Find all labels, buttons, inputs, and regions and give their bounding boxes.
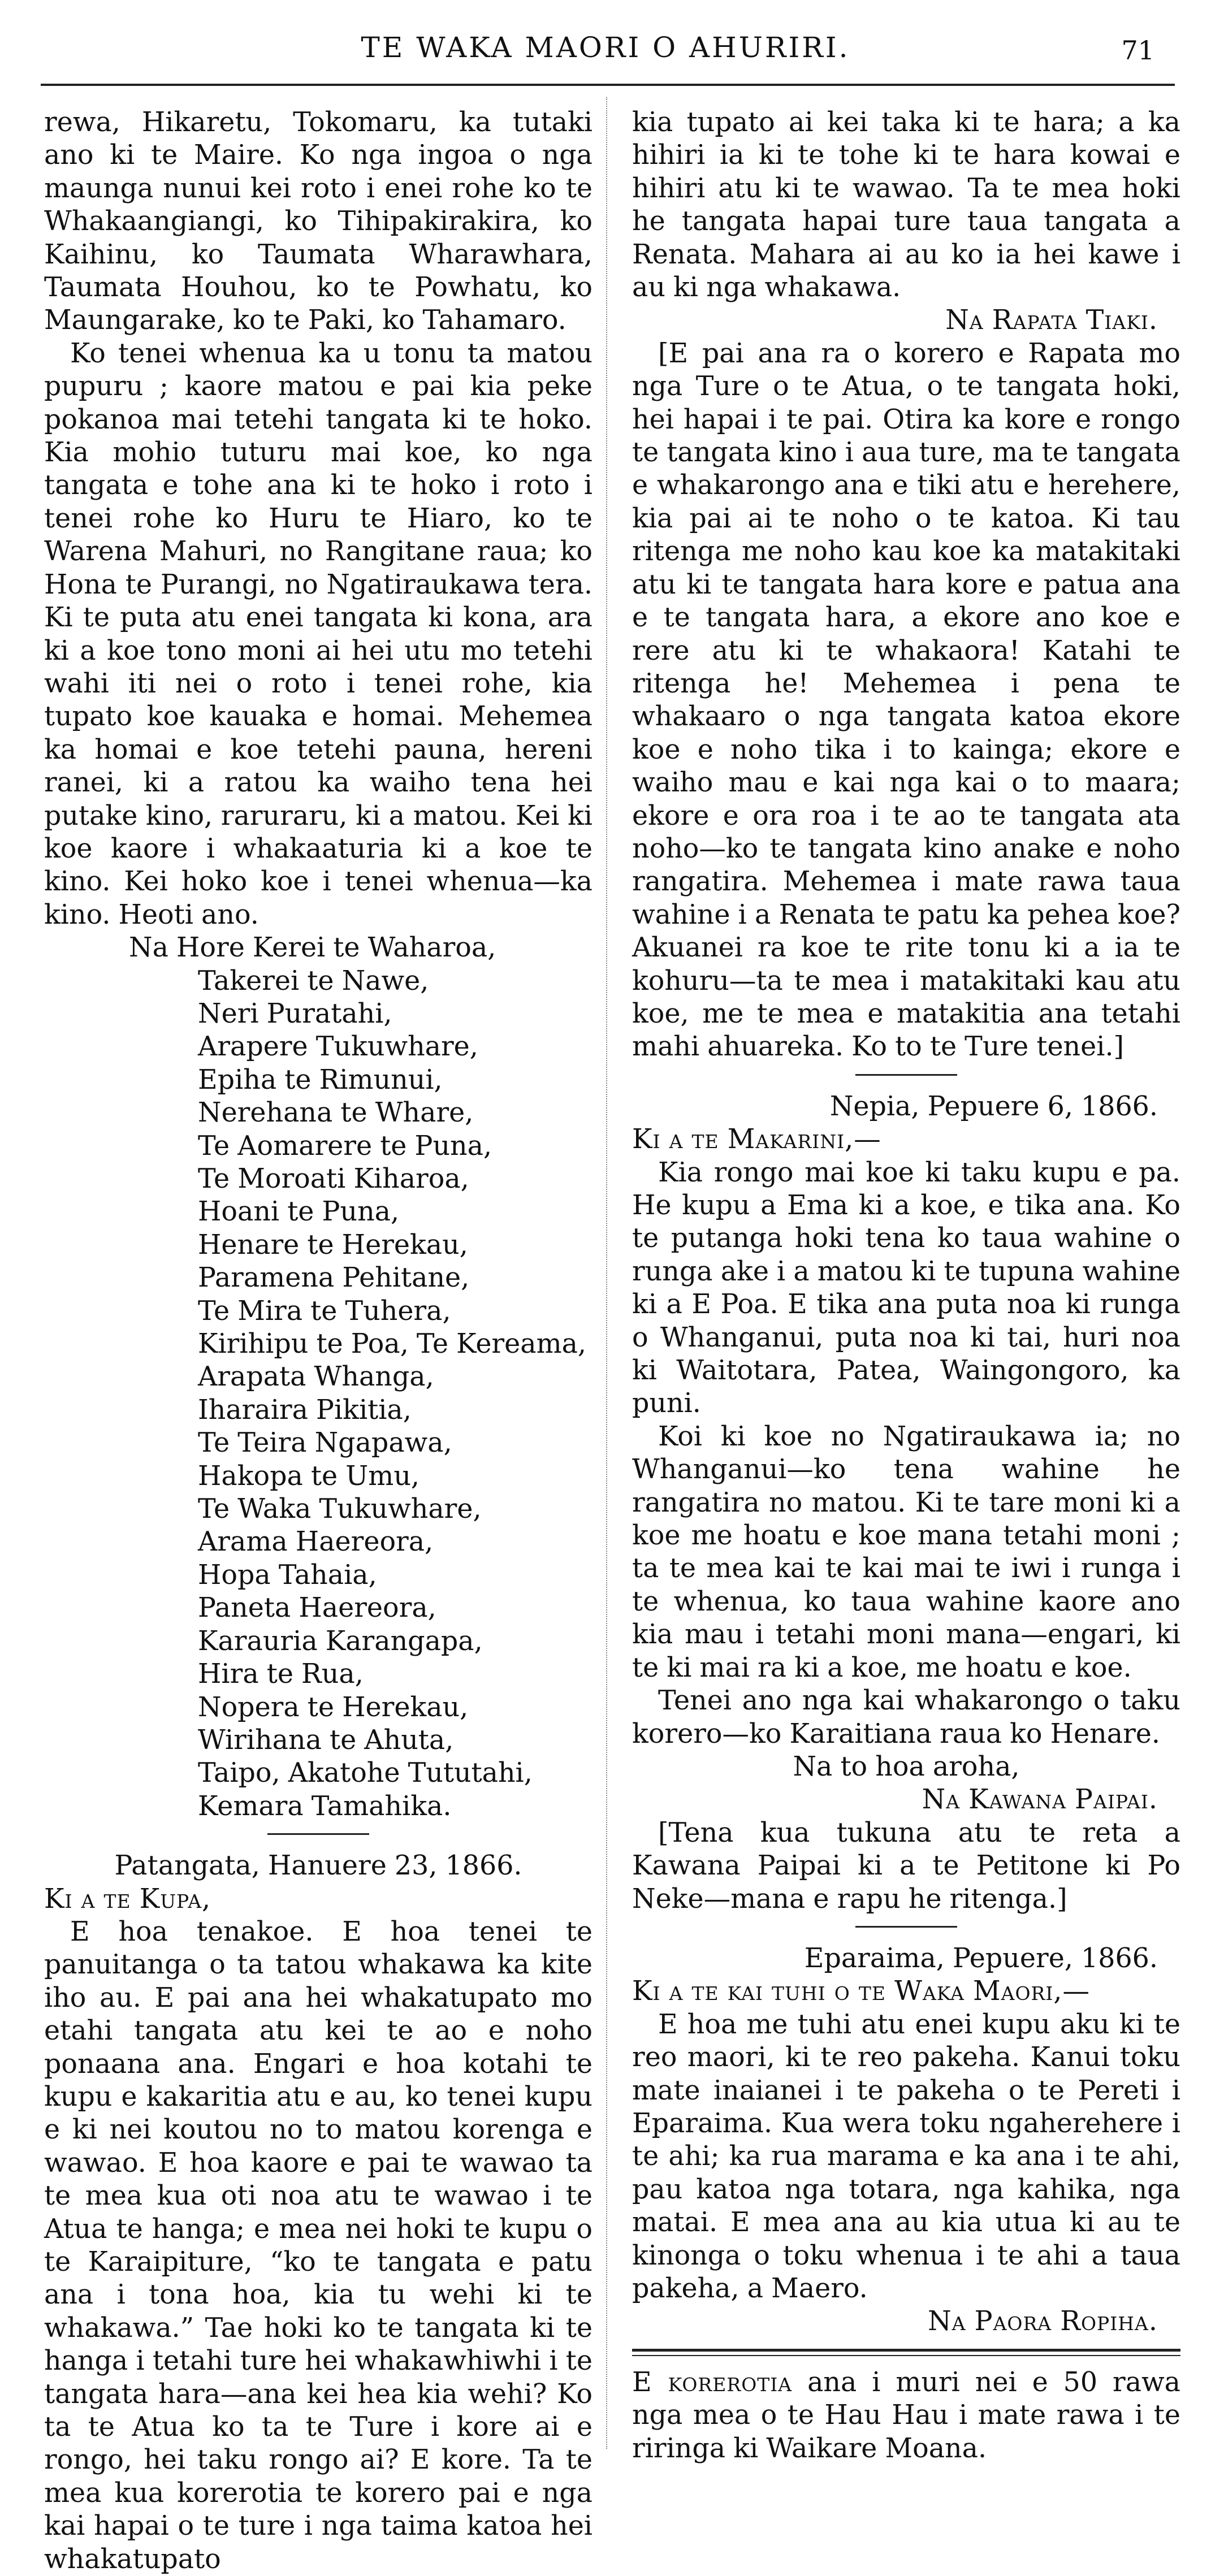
letter-signature: Na Kawana Paipai. bbox=[922, 1784, 1158, 1816]
signatory: Nopera te Herekau, bbox=[198, 1691, 469, 1723]
editor-note: [E pai ana ra o korero e Rapata mo nga Ture o te Atua, o te tangata hoki, hei hapai i te pai. Otira ka kore e rongo te tangata kino i aua ture, ma te tangata e whakarongo ana e tiki atu e herehere, kia pai ai te noho o te katoa. Ki tau ritenga me noho kau koe ka matakitaki atu ki te tangata hara kore e patua ana e te tangata hara, a ekore ano koe e rere atu ki te whakaora! Katahi te ritenga he! Mehemea i pena te whakaaro o nga tangata katoa ekore koe e noho tika i to kainga; ekore e waiho mau e kai nga kai o to maara; ekore e ora roa i te ao te tangata ata noho—ko te tangata kino anake e noho rangatira. Mehemea i mate rawa taua wahine i a Renata te patu ka pehea koe? Akuanei ra koe te rite tonu ki a ia te kohuru—ta te mea i matakitaki kau atu koe, me te mea e matakitia ana tetahi mahi ahuareka. Ko to te Ture tenei.] bbox=[632, 337, 1180, 1063]
signatory: Nerehana te Whare, bbox=[198, 1097, 474, 1129]
signatory: Neri Puratahi, bbox=[198, 998, 392, 1029]
signatory: Hopa Tahaia, bbox=[198, 1559, 377, 1591]
letter-body: Tenei ano nga kai whakarongo o taku korero—ko Karaitiana raua ko Henare. bbox=[632, 1685, 1180, 1750]
land-warning-paragraph: Ko tenei whenua ka u tonu ta matou pupuru ; kaore matou e pai kia peke pokanoa mai tetehi tangata ki te hoko. Kia mohio tuturu mai koe, ko nga tangata e tohe ana ki te hoko i roto i tenei rohe ko Huru te Hiaro, ko te Warena Mahuri, no Rangitane raua; ko Hona te Purangi, no Ngatiraukawa tera. Ki te puta atu enei tangata ki kona, ara ki a koe tono moni ai hei utu mo tetehi wahi iti nei o roto i tenei rohe, kia tupato koe kauaka e homai. Mehemea ka homai e koe tetehi pauna, hereni ranei, ki a ratou ka waiho tena hei putake kino, raruraru, ki a matou. Kei ki koe kaore i whakaaturia ki a koe te kino. Kei hoko koe i tenei whenua—ka kino. Heoti ano. bbox=[44, 337, 592, 930]
letter-salutation: Ki a te kai tuhi o te Waka Maori,— bbox=[632, 1976, 1091, 2007]
signatory: Wirihana te Ahuta, bbox=[198, 1724, 454, 1756]
letter-salutation: Ki a te Kupa, bbox=[44, 1883, 211, 1915]
signatory: Kemara Tamahika. bbox=[198, 1790, 452, 1822]
signatory-lead: Na Hore Kerei te Waharoa, bbox=[129, 932, 496, 964]
signatory: Taipo, Akatohe Tututahi, bbox=[198, 1757, 533, 1789]
signatory: Kirihipu te Poa, Te Kereama, bbox=[198, 1328, 587, 1360]
page-number: 71 bbox=[1121, 35, 1154, 66]
letter-salutation: Ki a te Makarini,— bbox=[632, 1124, 881, 1155]
signatory: Arama Haereora, bbox=[198, 1526, 434, 1558]
signatory: Hira te Rua, bbox=[198, 1659, 364, 1690]
letter-signature: Na Paora Ropiha. bbox=[928, 2306, 1158, 2337]
editor-note: [Tena kua tukuna atu te reta a Kawana Paipai ki a te Petitone ki Po Neke—mana e rapu he ritenga.] bbox=[632, 1817, 1180, 1915]
signatory: Karauria Karangapa, bbox=[198, 1625, 483, 1657]
signatory: Arapere Tukuwhare, bbox=[198, 1031, 478, 1063]
news-notice bbox=[632, 2366, 1180, 2465]
signatory-list bbox=[44, 932, 592, 1823]
letter-dateline: Eparaima, Pepuere, 1866. bbox=[804, 1942, 1158, 1974]
signatory: Te Waka Tukuwhare, bbox=[198, 1493, 482, 1525]
signatory: Hoani te Puna, bbox=[198, 1196, 400, 1228]
section-divider bbox=[267, 1833, 369, 1835]
letter-dateline: Nepia, Pepuere 6, 1866. bbox=[829, 1090, 1158, 1122]
signatory: Epiha te Rimunui, bbox=[198, 1064, 443, 1096]
signatory: Hakopa te Umu, bbox=[198, 1460, 420, 1492]
signatory: Te Teira Ngapawa, bbox=[198, 1427, 452, 1459]
letter-dateline: Patangata, Hanuere 23, 1866. bbox=[114, 1850, 522, 1882]
notice-rule-thin bbox=[632, 2355, 1180, 2356]
right-column bbox=[632, 106, 1180, 2465]
signatory: Paramena Pehitane, bbox=[198, 1262, 470, 1294]
notice-rule-thick bbox=[632, 2349, 1180, 2352]
column-divider bbox=[606, 97, 607, 2449]
signatory: Takerei te Nawe, bbox=[198, 965, 429, 997]
letter-body: E hoa tenakoe. E hoa tenei te panuitanga o ta tatou whakawa ka kite iho au. E pai ana hei whakatupato mo etahi tangata atu kei te ao e noho ponaana ana. Engari e hoa kotahi te kupu e kakaritia atu e au, ko tenei kupu e ki nei koutou no to matou korenga e wawao. E hoa kaore e pai te wawao ta te mea kua oti noa atu te wawao i te Atua te hanga; e mea nei hoki te kupu o te Karaipiture, “ko te tangata e patu ana i tona hoa, kia tu wehi ki te whakawa.” Tae hoki ko te tangata ki te hanga i tetahi ture hei whakawhiwhi i te tangata hara—ana kei hea kia wehi? Ko ta te Atua ko ta te Ture i kore ai e rongo, hei taku rongo ai? E kore. Ta te mea kua korerotia te korero pai e nga kai hapai o te ture i nga taima katoa hei whakatupato bbox=[44, 1916, 592, 2575]
letter-body: Kia rongo mai koe ki taku kupu e pa. He kupu a Ema ki a koe, e tika ana. Ko te putanga hoki tena ko taua wahine o runga ake i a matou ki te tupuna wahine ki a E Poa. E tika ana puta noa ki runga o Whanganui, puta noa ki tai, huri noa ki Waitotara, Patea, Waingongoro, ka puni. bbox=[632, 1157, 1180, 1419]
section-divider bbox=[855, 1926, 957, 1928]
signatory: Arapata Whanga, bbox=[198, 1361, 434, 1393]
header-rule bbox=[41, 84, 1175, 86]
signatory: Paneta Haereora, bbox=[198, 1592, 436, 1624]
signatory: Te Moroati Kiharoa, bbox=[198, 1163, 469, 1194]
section-divider bbox=[855, 1074, 957, 1076]
letter-body: E hoa me tuhi atu enei kupu aku ki te reo maori, ki te reo pakeha. Kanui toku mate inaianei i te pakeha o te Pereti i Eparaima. Kua wera toku ngaherehere i te ahi; ka rua marama e ka ana i te ahi, pau katoa nga totara, nga kahika, nga matai. E mea ana au kia utua ki au te kinonga o toku whenua i te ahi a taua pakeha, a Maero. bbox=[632, 2008, 1180, 2304]
letter-body: Koi ki koe no Ngatiraukawa ia; no Whanganui—ko tena wahine he rangatira no matou. Ki te tare moni ki a koe me hoatu e koe mana tetahi moni ; ta te mea kai te kai mai te iwi i runga i te whenua, ko taua wahine kaore ano kia mau i tetahi moni mana—engari, ki te ki mai ra ki a koe, me hoatu e koe. bbox=[632, 1421, 1180, 1683]
opening-paragraph: rewa, Hikaretu, Tokomaru, ka tutaki ano ki te Maire. Ko nga ingoa o nga maunga nunui kei roto i enei rohe ko te Whakaangiangi, ko Tihipakirakira, ko Kaihinu, ko Taumata Wharawhara, Taumata Houhou, ko te Powhatu, ko Maungarake, ko te Paki, ko Tahamaro. bbox=[44, 107, 592, 336]
letter-continuation: kia tupato ai kei taka ki te hara; a ka hihiri ia ki te tohe ki te hara kowai e hihiri atu ki te wawao. Ta te mea hoki he tangata hapai ture taua tangata a Renata. Mahara ai au ko ia hei kawe i au ki nga whakawa. bbox=[632, 107, 1180, 304]
notice-body: ana i muri nei e 50 rawa nga mea o te Hau Hau i mate rawa i te riringa ki Waikare Moana. bbox=[632, 2366, 1180, 2464]
signatory: Henare te Herekau, bbox=[198, 1229, 468, 1261]
signatory: Iharaira Pikitia, bbox=[198, 1394, 412, 1426]
signatory: Te Mira te Tuhera, bbox=[198, 1295, 451, 1327]
letter-closing: Na to hoa aroha, bbox=[793, 1751, 1020, 1782]
page-header-title: TE WAKA MAORI O AHURIRI. bbox=[361, 31, 850, 64]
signatory: Te Aomarere te Puna, bbox=[198, 1130, 492, 1162]
letter-signature: Na Rapata Tiaki. bbox=[945, 305, 1158, 336]
notice-lead: E korerotia bbox=[632, 2366, 793, 2398]
left-column bbox=[44, 106, 592, 2576]
